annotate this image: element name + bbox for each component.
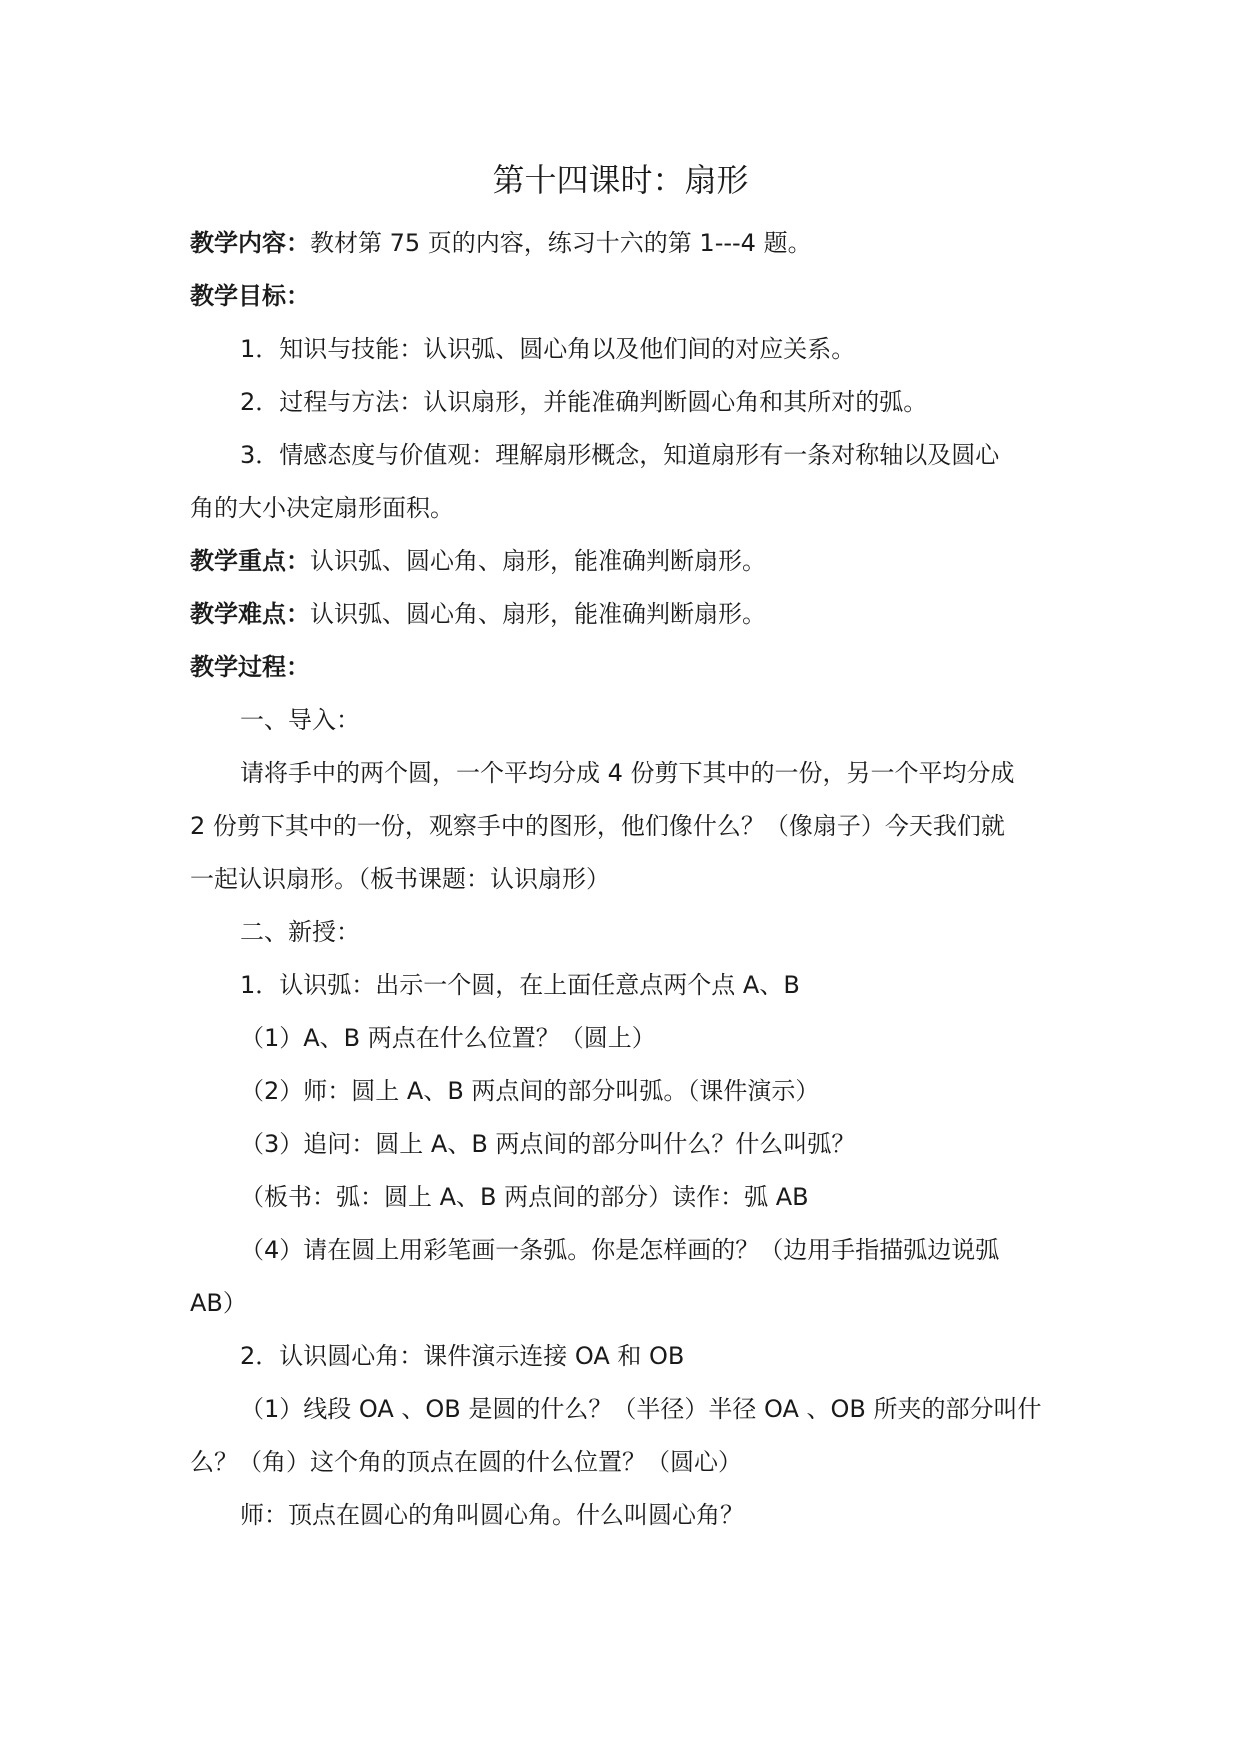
- central-angle-question-1-continued-line: 么？（角）这个角的顶点在圆的什么位置？（圆心）: [190, 1448, 742, 1476]
- teaching-content-text: 教材第 75 页的内容，练习十六的第 1---4 题。: [310, 229, 812, 257]
- goal-process-line: 2．过程与方法：认识扇形，并能准确判断圆心角和其所对的弧。: [240, 388, 928, 416]
- lesson-title: 第十四课时：扇形: [492, 161, 749, 199]
- intro-paragraph-line-3: 一起认识扇形。（板书课题：认识扇形）: [190, 865, 610, 893]
- teaching-difficulty-text: 认识弧、圆心角、扇形，能准确判断扇形。: [310, 600, 766, 628]
- goal-knowledge-line: 1．知识与技能：认识弧、圆心角以及他们间的对应关系。: [240, 335, 856, 363]
- teaching-goals-line: [190, 279, 1060, 313]
- arc-board-note-line: （板书：弧：圆上 A、B 两点间的部分）读作：弧 AB: [240, 1183, 809, 1211]
- teaching-content-line: [190, 226, 1060, 260]
- teaching-difficulty-label: 教学难点：: [190, 600, 310, 628]
- teaching-process-line: [190, 650, 1060, 684]
- teaching-focus-label: 教学重点：: [190, 547, 310, 575]
- intro-paragraph-line-2: 2 份剪下其中的一份，观察手中的图形，他们像什么？（像扇子）今天我们就: [190, 812, 1005, 840]
- teaching-process-label: 教学过程：: [190, 653, 310, 681]
- arc-question-3-line: （3）追问：圆上 A、B 两点间的部分叫什么？什么叫弧？: [240, 1130, 856, 1158]
- section-new-teaching-heading: 二、新授：: [240, 918, 360, 946]
- teaching-focus-line: [190, 544, 1060, 578]
- goal-attitude-line: 3．情感态度与价值观：理解扇形概念，知道扇形有一条对称轴以及圆心: [240, 441, 1000, 469]
- central-angle-intro-line: 2．认识圆心角：课件演示连接 OA 和 OB: [240, 1342, 685, 1370]
- arc-intro-line: 1．认识弧：出示一个圆，在上面任意点两个点 A、B: [240, 971, 800, 999]
- goal-attitude-continued-line: 角的大小决定扇形面积。: [190, 494, 454, 522]
- teaching-difficulty-line: [190, 597, 1060, 631]
- teaching-focus-text: 认识弧、圆心角、扇形，能准确判断扇形。: [310, 547, 766, 575]
- intro-paragraph-line-1: 请将手中的两个圆，一个平均分成 4 份剪下其中的一份，另一个平均分成: [240, 759, 1015, 787]
- arc-question-1-line: （1）A、B 两点在什么位置？（圆上）: [240, 1024, 656, 1052]
- teaching-content-label: 教学内容：: [190, 229, 310, 257]
- arc-question-2-line: （2）师：圆上 A、B 两点间的部分叫弧。（课件演示）: [240, 1077, 820, 1105]
- section-intro-heading: 一、导入：: [240, 706, 360, 734]
- arc-question-4-continued-line: AB）: [190, 1289, 247, 1317]
- central-angle-question-1-line: （1）线段 OA 、OB 是圆的什么？（半径）半径 OA 、OB 所夹的部分叫什: [240, 1395, 1042, 1423]
- teaching-goals-label: 教学目标：: [190, 282, 310, 310]
- central-angle-definition-line: 师：顶点在圆心的角叫圆心角。什么叫圆心角？: [240, 1501, 744, 1529]
- arc-question-4-line: （4）请在圆上用彩笔画一条弧。你是怎样画的？（边用手指描弧边说弧: [240, 1236, 1000, 1264]
